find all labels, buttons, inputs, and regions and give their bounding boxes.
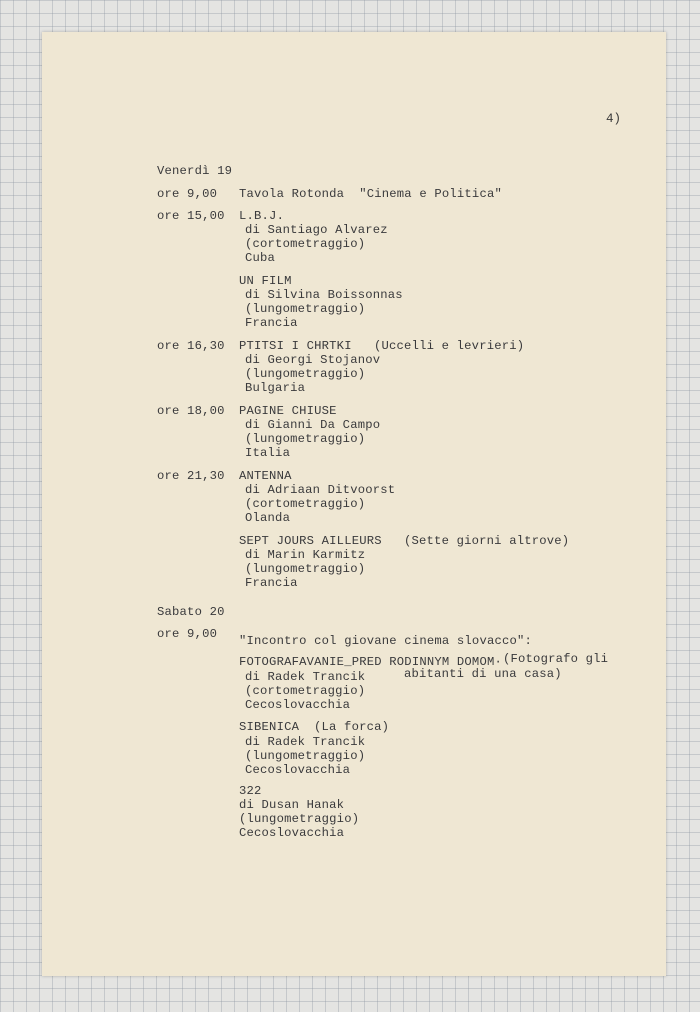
day-heading-friday: Venerdì 19 bbox=[157, 164, 233, 178]
film-format: (lungometraggio) bbox=[245, 749, 366, 763]
film-country: Bulgaria bbox=[245, 381, 306, 395]
film-director: di Santiago Alvarez bbox=[245, 223, 388, 237]
film-format: (cortometraggio) bbox=[245, 684, 366, 698]
film-format: (lungometraggio) bbox=[239, 812, 360, 826]
time-slot: ore 16,30 bbox=[157, 339, 225, 353]
film-director: di Dusan Hanak bbox=[239, 798, 345, 812]
film-director: di Silvina Boissonnas bbox=[245, 288, 403, 302]
time-slot: ore 21,30 bbox=[157, 469, 225, 483]
film-title: ANTENNA bbox=[239, 469, 292, 483]
film-director: di Georgi Stojanov bbox=[245, 353, 381, 367]
film-title: PTITSI I CHRTKI bbox=[239, 339, 352, 353]
time-slot: ore 9,00 bbox=[157, 627, 218, 641]
film-country: Cecoslovacchia bbox=[245, 763, 351, 777]
film-translation: (Sette giorni altrove) bbox=[404, 534, 570, 548]
event-title: Tavola Rotonda "Cinema e Politica" bbox=[239, 187, 502, 201]
film-format: (lungometraggio) bbox=[245, 432, 366, 446]
film-title: UN FILM bbox=[239, 274, 292, 288]
film-translation: (La forca) bbox=[314, 720, 390, 734]
film-director: di Gianni Da Campo bbox=[245, 418, 381, 432]
film-country: Cecoslovacchia bbox=[239, 826, 345, 840]
film-format: (cortometraggio) bbox=[245, 497, 366, 511]
film-translation: (Uccelli e levrieri) bbox=[374, 339, 525, 353]
film-director: di Radek Trancik bbox=[245, 670, 366, 684]
film-title: L.B.J. bbox=[239, 209, 285, 223]
time-slot: ore 9,00 bbox=[157, 187, 218, 201]
film-country: Francia bbox=[245, 316, 298, 330]
day-heading-saturday: Sabato 20 bbox=[157, 605, 225, 619]
film-director: di Radek Trancik bbox=[245, 735, 366, 749]
film-director: di Adriaan Ditvoorst bbox=[245, 483, 396, 497]
film-title: SIBENICA bbox=[239, 720, 300, 734]
event-heading: "Incontro col giovane cinema slovacco": bbox=[239, 634, 533, 648]
film-country: Cecoslovacchia bbox=[245, 698, 351, 712]
film-title: PAGINE CHIUSE bbox=[239, 404, 337, 418]
time-slot: ore 18,00 bbox=[157, 404, 225, 418]
film-format: (lungometraggio) bbox=[245, 302, 366, 316]
film-country: Olanda bbox=[245, 511, 291, 525]
film-country: Francia bbox=[245, 576, 298, 590]
page-number: 4) bbox=[606, 112, 622, 126]
film-translation: (Fotografo gli bbox=[503, 652, 609, 666]
film-title: 322 bbox=[239, 784, 262, 798]
film-title: FOTOGRAFAVANIE_PRED RODINNYM DOMOM· bbox=[239, 655, 502, 669]
film-title: SEPT JOURS AILLEURS bbox=[239, 534, 382, 548]
film-format: (lungometraggio) bbox=[245, 562, 366, 576]
time-slot: ore 15,00 bbox=[157, 209, 225, 223]
film-country: Italia bbox=[245, 446, 291, 460]
film-director: di Marin Karmitz bbox=[245, 548, 366, 562]
film-format: (lungometraggio) bbox=[245, 367, 366, 381]
film-format: (cortometraggio) bbox=[245, 237, 366, 251]
film-country: Cuba bbox=[245, 251, 276, 265]
film-translation: abitanti di una casa) bbox=[404, 667, 562, 681]
